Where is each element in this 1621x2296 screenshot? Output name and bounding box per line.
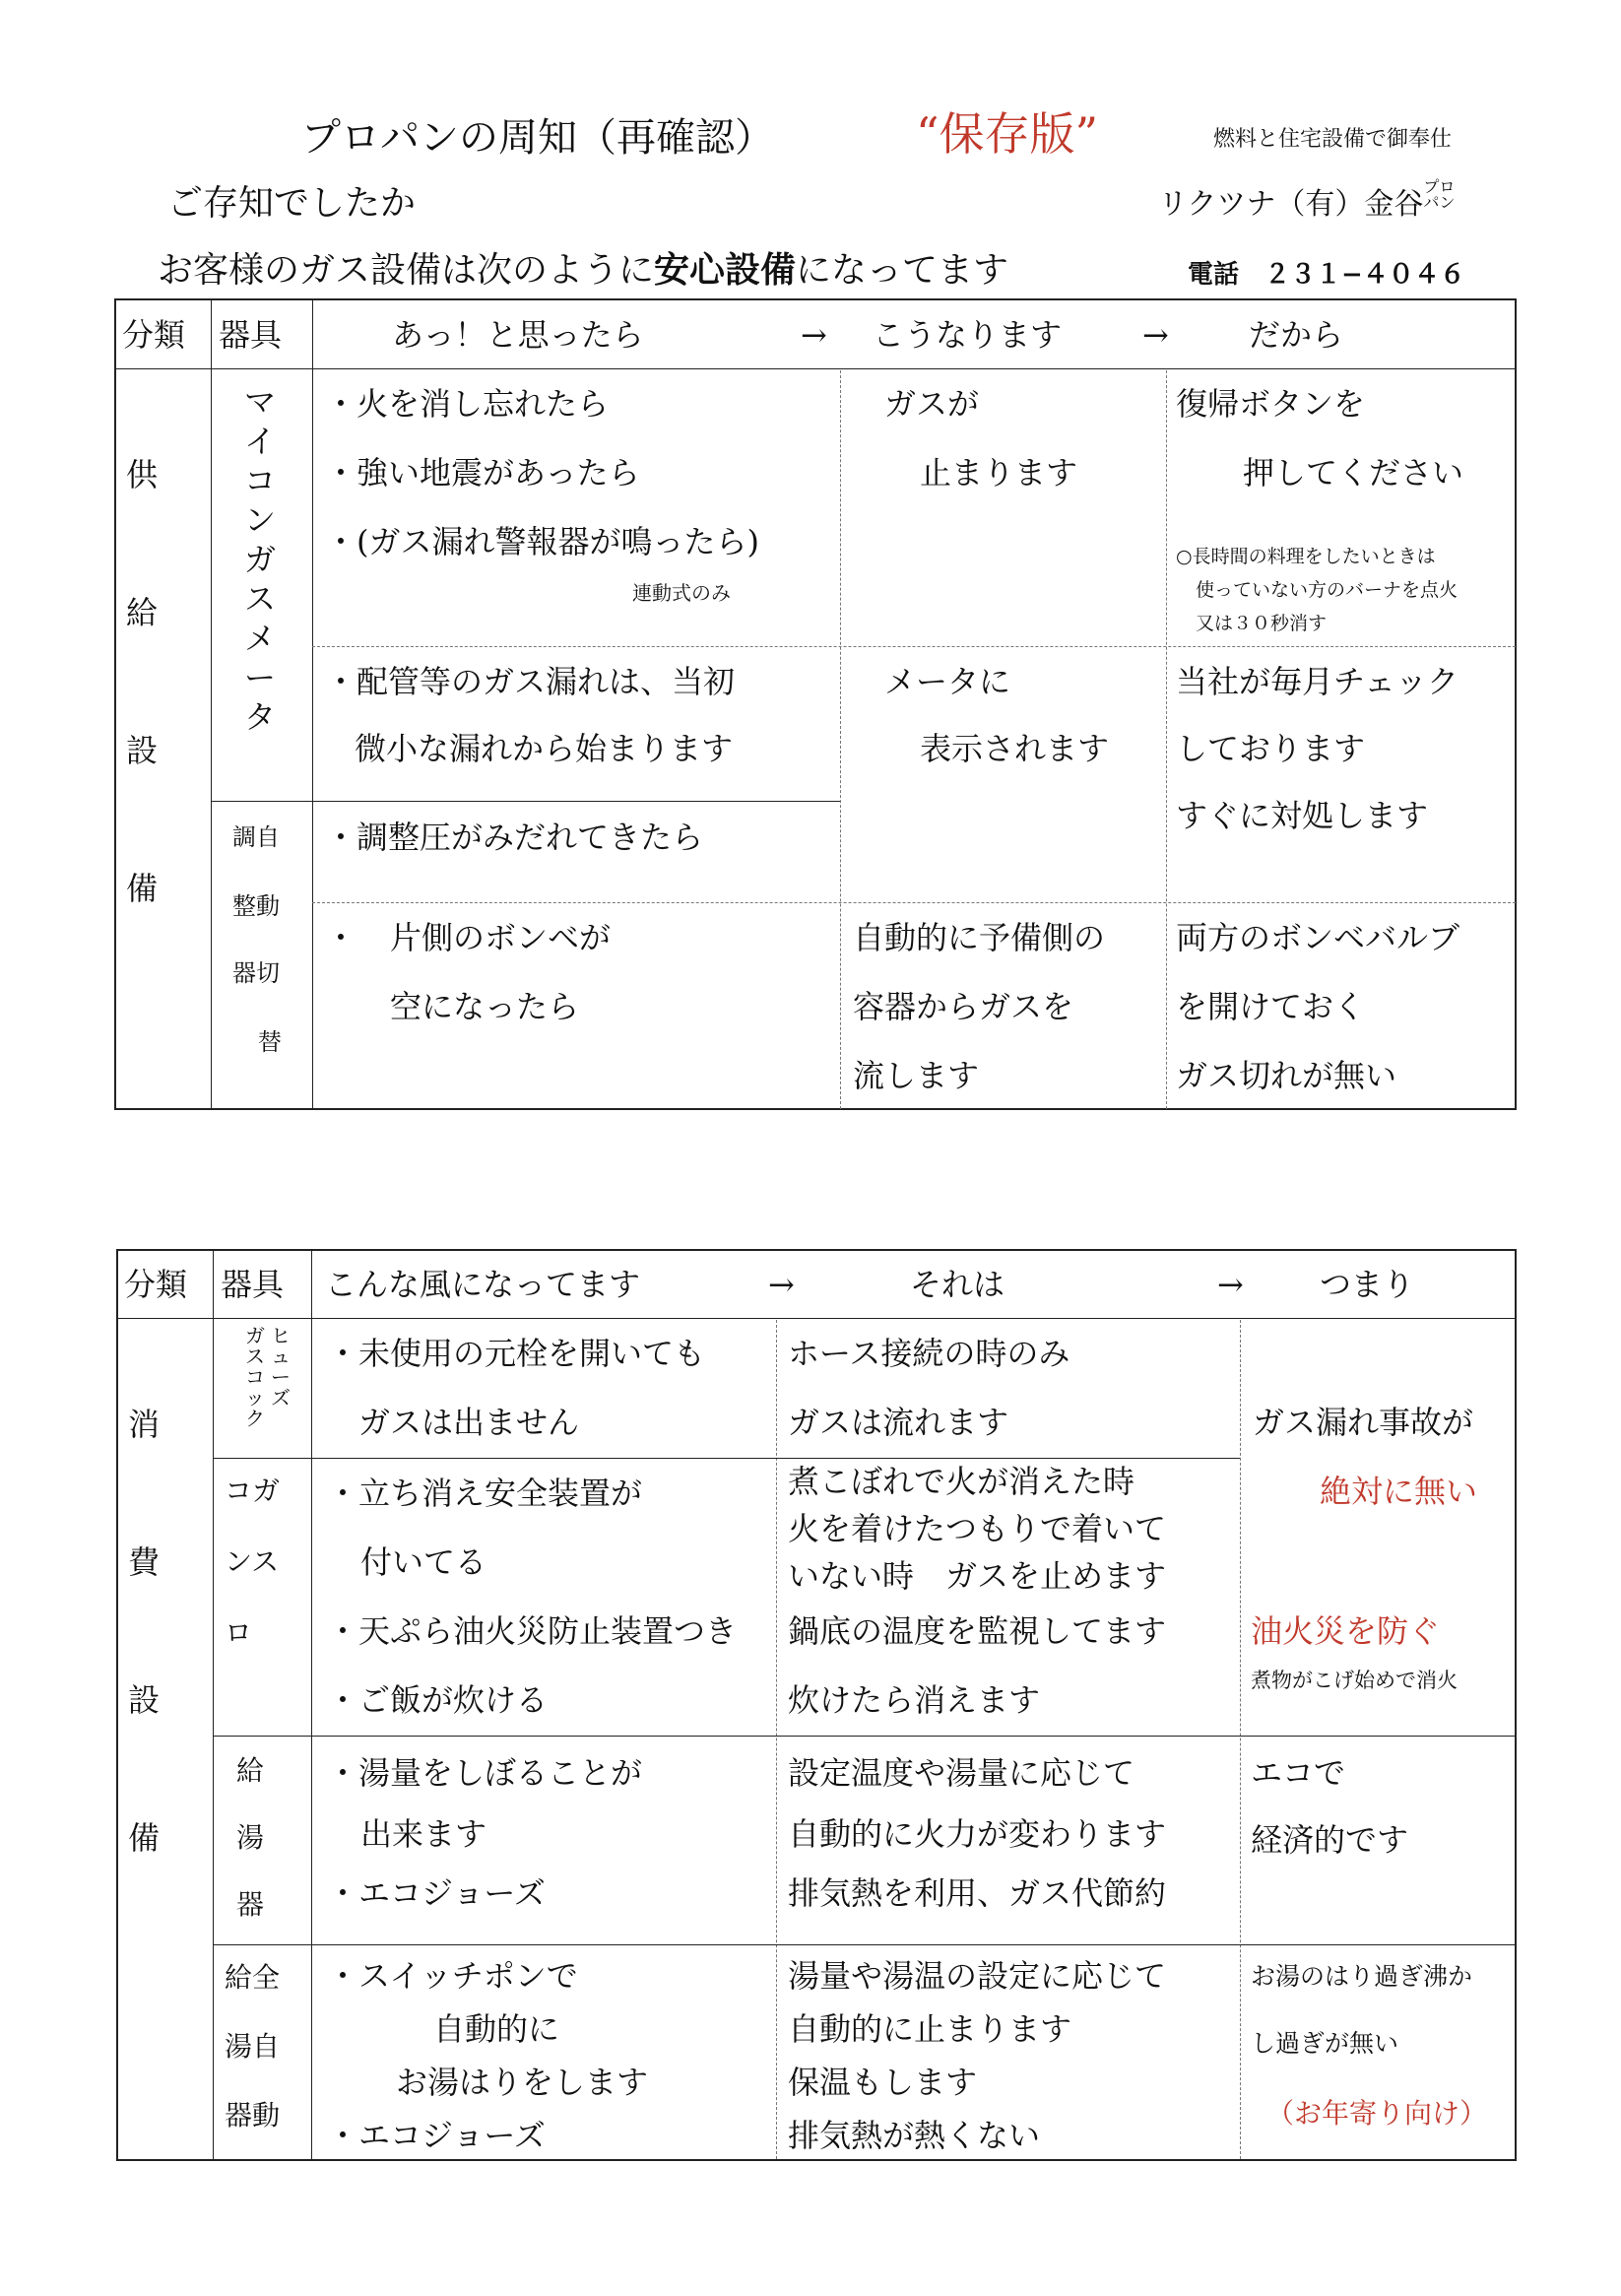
table1-category-char: 供 bbox=[126, 456, 159, 493]
table2-fuse-c2-line: ホース接続の時のみ bbox=[788, 1335, 1070, 1372]
device-heater-line: 器 bbox=[236, 1888, 265, 1921]
table1-vdash-1 bbox=[840, 370, 841, 1109]
table2-stove-c3-note: 煮物がこげ始めで消火 bbox=[1251, 1669, 1458, 1692]
table2-fuse-c1-line: ・未使用の元栓を開いても bbox=[327, 1335, 706, 1372]
table2-row-line-1 bbox=[213, 1458, 1240, 1459]
table2-stove-c2-line: いない時 ガスを止めます bbox=[788, 1557, 1167, 1595]
table2-auto-c3-line: お湯のはり過ぎ沸か bbox=[1251, 1962, 1473, 1991]
table1-r1-c3-line: 押してください bbox=[1243, 454, 1464, 492]
table1-r1-c1-line: ・火を消し忘れたら bbox=[325, 385, 610, 423]
table2-category-char: 費 bbox=[128, 1543, 161, 1581]
intro-emphasis: 安心設備 bbox=[654, 249, 797, 291]
table1-r4-c1-bullet: ・ bbox=[325, 919, 357, 956]
table1-header-category: 分類 bbox=[122, 316, 186, 354]
table2-heater-c2-line: 自動的に火力が変わります bbox=[788, 1815, 1167, 1853]
table1-category-char: 設 bbox=[126, 732, 159, 769]
table1-r2-c1-line: ・配管等のガス漏れは、当初 bbox=[325, 663, 736, 700]
device-fuse-gas-cock-col2: ガスコック bbox=[245, 1324, 265, 1430]
table1-r2-c2-line: 表示されます bbox=[920, 730, 1110, 767]
table1-r4-c2-line: 容器からガスを bbox=[853, 988, 1074, 1025]
table2-auto-c2-line: 排気熱が熱くない bbox=[788, 2117, 1041, 2154]
table2-auto-c2-line: 湯量や湯温の設定に応じて bbox=[788, 1957, 1167, 1995]
table1-row-dash-3 bbox=[312, 902, 1516, 903]
table2-fuse-c1-line: ガスは出ません bbox=[358, 1404, 580, 1441]
table1-header-col2: こうなります bbox=[873, 316, 1063, 354]
device-fuse-gas-cock-col1: ヒューズ bbox=[271, 1324, 291, 1410]
intro-prefix: お客様のガス設備は次のように bbox=[158, 250, 655, 291]
table1-header-col3: だから bbox=[1249, 316, 1344, 354]
company-suffix: プロパン bbox=[1423, 177, 1456, 212]
intro-suffix: になってます bbox=[796, 250, 1009, 291]
table2-auto-c3-line: し過ぎが無い bbox=[1251, 2029, 1399, 2058]
table2-auto-c3-emphasis: （お年寄り向け） bbox=[1266, 2097, 1488, 2130]
table1-r1-c1-line: ・強い地震があったら bbox=[325, 454, 640, 492]
table2-row-line-2 bbox=[213, 1736, 1517, 1737]
company-name-text: リクツナ（有）金谷 bbox=[1158, 187, 1424, 222]
table2-stove-c1-line: ・ご飯が炊ける bbox=[327, 1681, 549, 1719]
table1-r1-c1-note: 連動式のみ bbox=[632, 581, 731, 605]
saved-edition-label: “保存版” bbox=[916, 107, 1099, 161]
question-text: ご存知でしたか bbox=[167, 183, 417, 224]
table1-r2-c3-line: 当社が毎月チェック bbox=[1176, 663, 1459, 700]
table2-stove-c2-line: 鍋底の温度を監視してます bbox=[788, 1612, 1167, 1650]
device-heater-line: 湯 bbox=[236, 1821, 265, 1854]
table2-auto-c1-line: お湯はりをします bbox=[396, 2064, 649, 2101]
table2-header-category: 分類 bbox=[124, 1266, 188, 1303]
table2-row-line-3 bbox=[213, 1944, 1517, 1945]
table1-r1-c3-line: 復帰ボタンを bbox=[1176, 385, 1366, 423]
table1-row-dash-1 bbox=[312, 646, 1516, 647]
table2-stove-c2-line: 炊けたら消えます bbox=[788, 1681, 1041, 1719]
table1-r2-c3-line: すぐに対処します bbox=[1176, 797, 1429, 834]
device-stove-line: コガ bbox=[225, 1475, 281, 1507]
table1-r4-c1-line: 片側のボンベが bbox=[390, 919, 612, 956]
table1-r1-c2-line: 止まります bbox=[920, 454, 1078, 492]
table2-heater-c2-line: 排気熱を利用、ガス代節約 bbox=[788, 1874, 1167, 1912]
device-heater-line: 給 bbox=[236, 1754, 265, 1787]
table1-vline-1 bbox=[211, 298, 212, 1110]
table2-stove-c1-line: ・立ち消え安全装置が bbox=[327, 1475, 643, 1512]
table2-header-col2: それは bbox=[910, 1266, 1005, 1303]
table2-vline-1 bbox=[213, 1249, 214, 2161]
table2-category-char: 消 bbox=[128, 1406, 161, 1443]
table1-r1-c2-line: ガスが bbox=[884, 385, 980, 423]
device-microcomputer-gas-meter: マイコンガスメータ bbox=[243, 383, 276, 736]
device-auto-heater-line: 湯自 bbox=[225, 2030, 281, 2063]
table1-r1-c3-note: 使っていない方のバーナを点火 bbox=[1196, 579, 1459, 601]
table2-heater-c3-line: 経済的です bbox=[1251, 1821, 1409, 1859]
table1-category-char: 給 bbox=[126, 594, 159, 631]
table2-stove-c1-line: ・天ぷら油火災防止装置つき bbox=[327, 1612, 738, 1650]
table1-r4-c2-line: 流します bbox=[853, 1057, 980, 1094]
table2-fuse-c2-line: ガスは流れます bbox=[788, 1404, 1009, 1441]
table1-r2-c1-line: 微小な漏れから始まります bbox=[355, 730, 734, 767]
table1-r4-c2-line: 自動的に予備側の bbox=[853, 919, 1106, 956]
device-regulator-line: 器切 bbox=[232, 959, 280, 987]
table2-fuse-c3-emphasis: 絶対に無い bbox=[1320, 1473, 1478, 1510]
table2-header-rule bbox=[116, 1318, 1517, 1319]
intro-text bbox=[158, 242, 1008, 293]
table2-vline-2 bbox=[311, 1249, 312, 2161]
company-name bbox=[1158, 179, 1466, 223]
table2-category-char: 備 bbox=[128, 1819, 161, 1857]
table2-stove-c2-line: 火を着けたつもりで着いて bbox=[788, 1510, 1167, 1547]
device-regulator-line: 調自 bbox=[232, 823, 280, 851]
page-title: プロパンの周知（再確認） bbox=[301, 115, 774, 161]
table1-r1-c1-line: ・(ガス漏れ警報器が鳴ったら) bbox=[325, 523, 759, 560]
table1-r4-c3-line: 両方のボンベバルブ bbox=[1176, 919, 1460, 956]
table2-heater-c2-line: 設定温度や湯量に応じて bbox=[788, 1754, 1135, 1792]
table1-header-arrow2: → bbox=[1142, 316, 1169, 354]
table1-vdash-2 bbox=[1166, 370, 1167, 1109]
table2-header-col3: つまり bbox=[1320, 1266, 1415, 1303]
table1-r1-c3-note: 又は３０秒消す bbox=[1196, 613, 1328, 634]
table1-header-device: 器具 bbox=[219, 316, 283, 354]
table1-category-char: 備 bbox=[126, 870, 159, 907]
table1-header-rule bbox=[114, 368, 1517, 369]
device-stove-line: ンス bbox=[225, 1545, 280, 1578]
table2-vdash-2 bbox=[1240, 1320, 1241, 2159]
table2-stove-c2-line: 煮こぼれで火が消えた時 bbox=[788, 1463, 1135, 1500]
device-stove-line: ロ bbox=[225, 1616, 253, 1649]
device-auto-heater-line: 器動 bbox=[225, 2099, 281, 2132]
device-regulator-line: 替 bbox=[258, 1028, 282, 1056]
table2-auto-c1-line: 自動的に bbox=[433, 2010, 560, 2048]
table2-heater-c1-line: 出来ます bbox=[360, 1815, 487, 1853]
table1-r2-c2-line: メータに bbox=[884, 663, 1011, 700]
table2-auto-c1-line: ・エコジョーズ bbox=[327, 2117, 546, 2154]
table2-stove-c1-line: 付いてる bbox=[360, 1543, 487, 1581]
table2-header-device: 器具 bbox=[221, 1266, 285, 1303]
table1-header-col1: あっ！と思ったら bbox=[392, 316, 644, 354]
table1-r3-c1: ・調整圧がみだれてきたら bbox=[325, 819, 704, 856]
table1-r4-c3-line: を開けておく bbox=[1176, 988, 1366, 1025]
table2-vdash-1 bbox=[776, 1320, 777, 2159]
table2-auto-c2-line: 自動的に止まります bbox=[788, 2010, 1072, 2048]
table1-row-line-2 bbox=[211, 801, 840, 802]
table2-header-col1: こんな風になってます bbox=[325, 1266, 641, 1303]
table1-r1-c3-note: ○長時間の料理をしたいときは bbox=[1176, 546, 1436, 567]
table2-auto-c1-line: ・スイッチポンで bbox=[327, 1957, 578, 1995]
table1-r4-c3-line: ガス切れが無い bbox=[1176, 1057, 1397, 1094]
table2-auto-c2-line: 保温もします bbox=[788, 2064, 978, 2101]
table2-heater-c3-line: エコで bbox=[1251, 1754, 1346, 1792]
phone-number: 電話 ２３１−４０４６ bbox=[1188, 260, 1465, 290]
table1-vline-2 bbox=[312, 298, 313, 1110]
table2-stove-c3-emphasis: 油火災を防ぐ bbox=[1251, 1612, 1441, 1650]
table2-fuse-c3: ガス漏れ事故が bbox=[1253, 1404, 1474, 1441]
table1-r4-c1-line: 空になったら bbox=[390, 988, 580, 1025]
table1-r2-c3-line: しております bbox=[1176, 730, 1366, 767]
table2-category-char: 設 bbox=[128, 1681, 161, 1719]
table2-heater-c1-line: ・湯量をしぼることが bbox=[327, 1754, 643, 1792]
table2-heater-c1-line: ・エコジョーズ bbox=[327, 1874, 546, 1912]
device-auto-heater-line: 給全 bbox=[225, 1961, 281, 1994]
device-regulator-line: 整動 bbox=[232, 892, 280, 920]
tagline: 燃料と住宅設備で御奉仕 bbox=[1213, 127, 1453, 152]
table1-header-arrow1: → bbox=[801, 316, 827, 354]
table2-header-arrow2: → bbox=[1217, 1266, 1244, 1303]
table2-header-arrow1: → bbox=[768, 1266, 795, 1303]
